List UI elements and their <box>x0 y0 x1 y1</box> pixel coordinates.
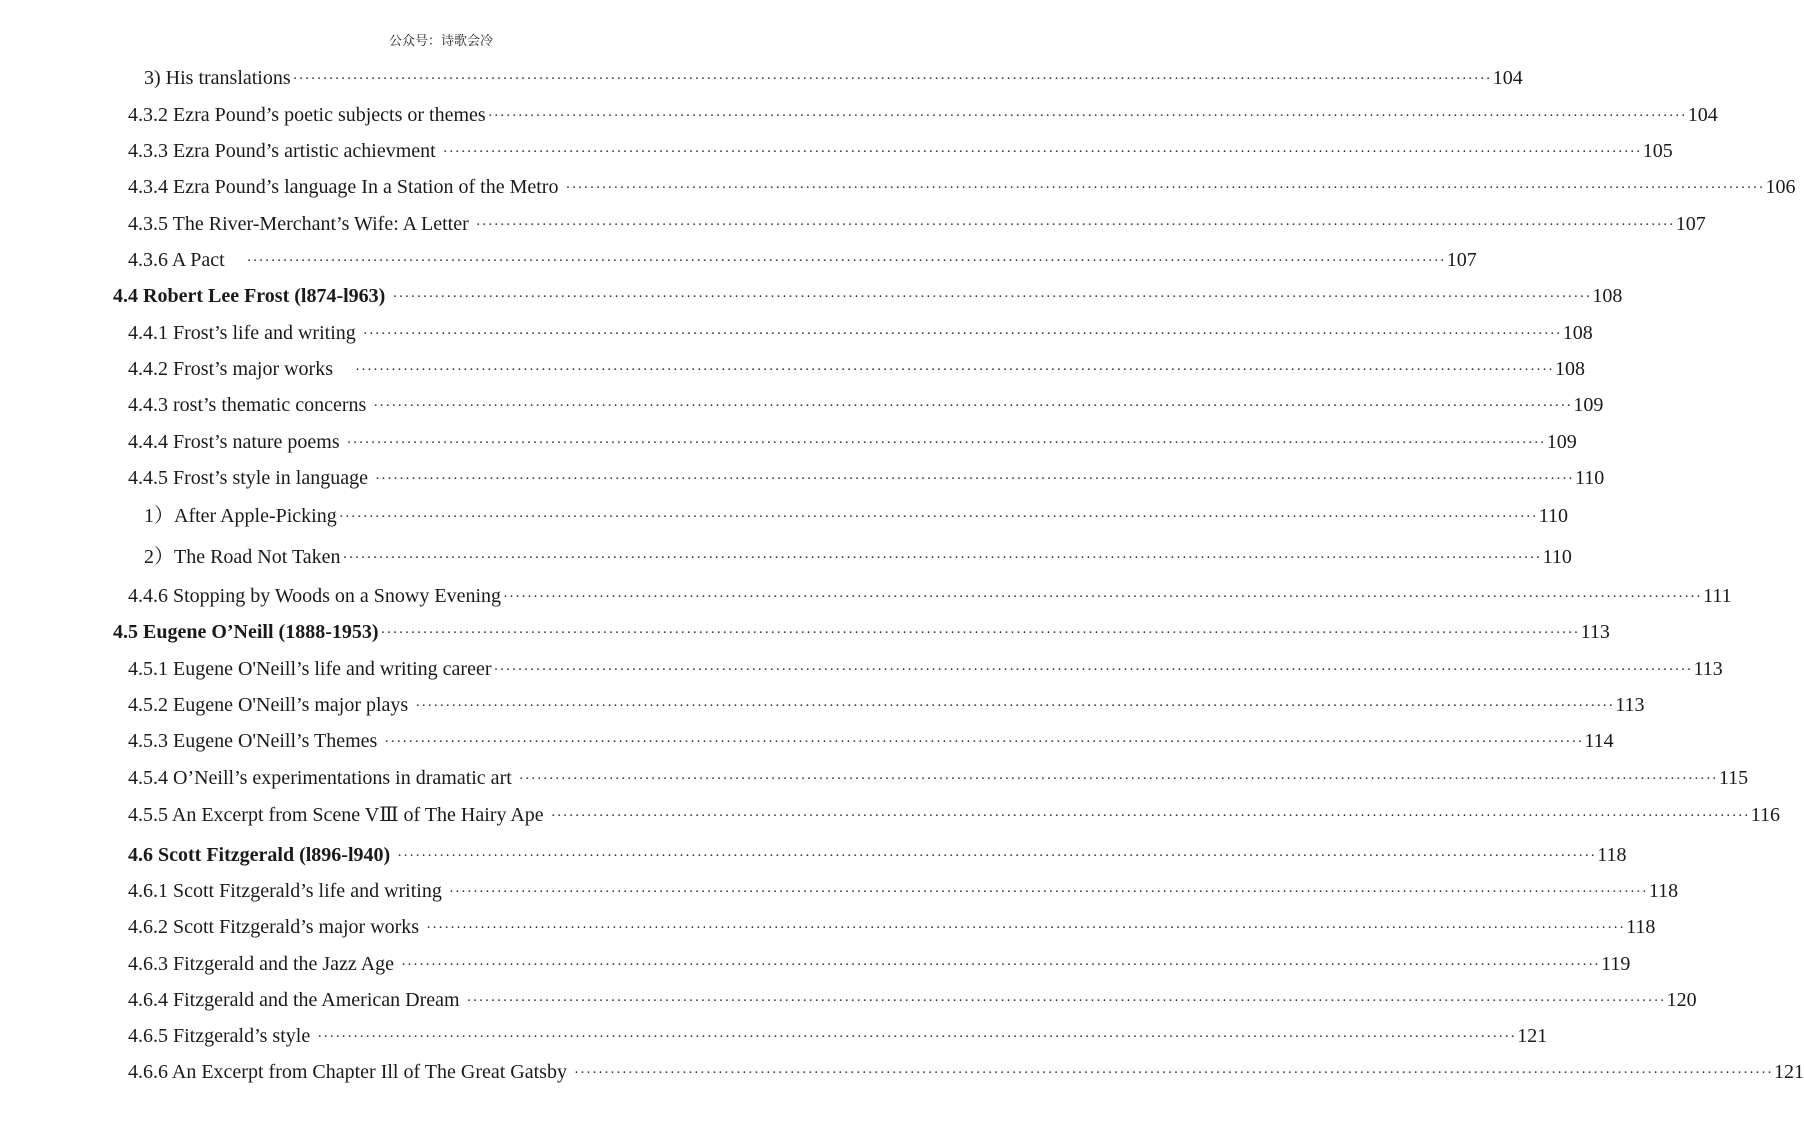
toc-leader-dots: ········································································································································································································ <box>475 217 1675 233</box>
toc-leader-dots: ········································································································································································································ <box>317 1029 1517 1045</box>
toc-entry[interactable] <box>128 766 1749 790</box>
toc-entry-page-number: 118 <box>1626 916 1656 938</box>
toc-entry-title: 4.5.1 Eugene O'Neill’s life and writing career <box>128 658 492 680</box>
toc-entry-title: 4.6 Scott Fitzgerald (l896-l940) <box>128 844 396 866</box>
toc-entry-page-number: 113 <box>1693 658 1723 680</box>
toc-leader-dots: ········································································································································································································ <box>503 589 1703 605</box>
toc-leader-dots: ········································································································································································································ <box>448 884 1648 900</box>
toc-leader-dots: ········································································································································································································ <box>493 662 1693 678</box>
toc-entry-page-number: 118 <box>1597 844 1627 866</box>
toc-entry-page-number: 109 <box>1546 431 1577 453</box>
toc-entry-title: 4.6.3 Fitzgerald and the Jazz Age <box>128 953 400 975</box>
toc-entry[interactable] <box>128 915 1656 939</box>
toc-leader-dots: ········································································································································································································ <box>466 993 1666 1009</box>
toc-leader-dots: ········································································································································································································ <box>355 362 1555 378</box>
toc-entry[interactable] <box>128 139 1673 163</box>
toc-entry[interactable] <box>128 466 1605 490</box>
toc-entry[interactable] <box>113 284 1623 308</box>
toc-entry-page-number: 118 <box>1648 880 1679 902</box>
toc-leader-dots: ········································································································································································································ <box>573 1065 1773 1081</box>
toc-entry-page-number: 104 <box>1492 67 1523 89</box>
toc-entry-page-number: 114 <box>1584 730 1614 752</box>
toc-leader-dots: ········································································································································································································ <box>426 920 1626 936</box>
toc-entry-title: 4.4.5 Frost’s style in language <box>128 467 373 489</box>
toc-entry-page-number: 109 <box>1573 394 1604 416</box>
toc-entry[interactable] <box>128 1060 1804 1084</box>
toc-entry-title: 4.3.6 A Pact <box>128 249 245 271</box>
toc-entry-title: 4.6.6 An Excerpt from Chapter Ill of The Great Gatsby <box>128 1061 572 1083</box>
toc-entry[interactable] <box>144 545 1572 569</box>
toc-entry[interactable] <box>113 620 1610 644</box>
toc-entry[interactable] <box>128 393 1604 417</box>
toc-entry[interactable] <box>128 843 1627 867</box>
toc-entry-title: 3) His translations <box>144 67 291 89</box>
toc-entry[interactable] <box>128 430 1577 454</box>
toc-entry-page-number: 111 <box>1703 585 1732 607</box>
toc-entry-title: 4.6.5 Fitzgerald’s style <box>128 1025 316 1047</box>
toc-entry-page-number: 121 <box>1517 1025 1548 1047</box>
toc-leader-dots: ········································································································································································································ <box>397 848 1597 864</box>
toc-leader-dots: ········································································································································································································ <box>565 180 1765 196</box>
toc-entry[interactable] <box>128 1024 1548 1048</box>
toc-entry-page-number: 105 <box>1642 140 1673 162</box>
toc-entry-page-number: 119 <box>1601 953 1631 975</box>
toc-leader-dots: ········································································································································································································ <box>373 398 1573 414</box>
toc-entry-page-number: 108 <box>1592 285 1623 307</box>
toc-entry-title: 4.5.4 O’Neill’s experimentations in dramatic art <box>128 767 517 789</box>
toc-entry[interactable] <box>128 103 1718 127</box>
page-header: 公众号：诗歌会冷 <box>388 34 493 49</box>
toc-entry[interactable] <box>144 66 1523 90</box>
toc-entry[interactable] <box>128 803 1780 827</box>
toc-entry-title: 4.6.1 Scott Fitzgerald’s life and writing <box>128 880 447 902</box>
toc-entry-page-number: 104 <box>1687 104 1718 126</box>
toc-leader-dots: ········································································································································································································ <box>518 771 1718 787</box>
toc-leader-dots: ········································································································································································································ <box>415 698 1615 714</box>
toc-leader-dots: ········································································································································································································ <box>392 289 1592 305</box>
toc-leader-dots: ········································································································································································································ <box>292 71 1492 87</box>
toc-entry-page-number: 120 <box>1666 989 1697 1011</box>
toc-entry-title: 4.3.2 Ezra Pound’s poetic subjects or themes <box>128 104 486 126</box>
toc-entry-page-number: 106 <box>1765 176 1796 198</box>
toc-entry-title: 4.4.6 Stopping by Woods on a Snowy Evening <box>128 585 502 607</box>
toc-entry-title: 2）The Road Not Taken <box>144 546 341 568</box>
toc-leader-dots: ········································································································································································································ <box>342 550 1542 566</box>
toc-leader-dots: ········································································································································································································ <box>346 435 1546 451</box>
toc-entry-title: 4.4 Robert Lee Frost (l874-l963) <box>113 285 391 307</box>
toc-entry-page-number: 110 <box>1575 467 1605 489</box>
toc-entry[interactable] <box>128 248 1477 272</box>
toc-entry-title: 4.5.3 Eugene O'Neill’s Themes <box>128 730 383 752</box>
toc-entry-page-number: 116 <box>1750 804 1780 826</box>
toc-entry-title: 4.5.2 Eugene O'Neill’s major plays <box>128 694 414 716</box>
toc-entry-page-number: 113 <box>1580 621 1610 643</box>
toc-entry[interactable] <box>128 657 1723 681</box>
toc-entry-page-number: 113 <box>1615 694 1645 716</box>
toc-entry[interactable] <box>128 693 1645 717</box>
toc-entry-title: 4.5.5 An Excerpt from Scene VⅢ of The Hairy Ape <box>128 804 549 826</box>
toc-entry-title: 4.5 Eugene O’Neill (1888-1953) <box>113 621 379 643</box>
toc-entry[interactable] <box>128 879 1679 903</box>
toc-entry-title: 4.4.1 Frost’s life and writing <box>128 322 361 344</box>
toc-entry-title: 4.3.4 Ezra Pound’s language In a Station of the Metro <box>128 176 564 198</box>
toc-leader-dots: ········································································································································································································ <box>374 471 1575 487</box>
toc-entry[interactable] <box>144 504 1569 528</box>
toc-entry-page-number: 108 <box>1562 322 1593 344</box>
toc-entry-page-number: 110 <box>1542 546 1572 568</box>
toc-entry[interactable] <box>128 988 1697 1012</box>
toc-entry-page-number: 107 <box>1675 213 1706 235</box>
toc-entry[interactable] <box>128 952 1631 976</box>
toc-entry-title: 4.6.2 Scott Fitzgerald’s major works <box>128 916 425 938</box>
toc-entry-title: 4.3.5 The River-Merchant’s Wife: A Letter <box>128 213 474 235</box>
toc-entry-page-number: 115 <box>1718 767 1749 789</box>
toc-entry-title: 4.3.3 Ezra Pound’s artistic achievment <box>128 140 441 162</box>
toc-leader-dots: ········································································································································································································ <box>442 144 1642 160</box>
toc-leader-dots: ········································································································································································································ <box>246 253 1446 269</box>
toc-leader-dots: ········································································································································································································ <box>338 509 1538 525</box>
toc-entry-page-number: 121 <box>1774 1061 1804 1083</box>
toc-leader-dots: ········································································································································································································ <box>401 957 1601 973</box>
toc-entry-title: 1）After Apple-Picking <box>144 505 337 527</box>
toc-entry-title: 4.6.4 Fitzgerald and the American Dream <box>128 989 465 1011</box>
toc-leader-dots: ········································································································································································································ <box>362 326 1562 342</box>
toc-entry[interactable] <box>128 175 1796 199</box>
toc-leader-dots: ········································································································································································································ <box>380 625 1580 641</box>
toc-leader-dots: ········································································································································································································ <box>384 734 1584 750</box>
toc-entry-title: 4.4.3 rost’s thematic concerns <box>128 394 372 416</box>
toc-entry[interactable] <box>128 729 1614 753</box>
toc-entry-page-number: 107 <box>1446 249 1477 271</box>
toc-entry[interactable] <box>128 212 1706 236</box>
toc-entry[interactable] <box>128 357 1586 381</box>
toc-leader-dots: ········································································································································································································ <box>487 108 1687 124</box>
toc-entry-page-number: 108 <box>1555 358 1586 380</box>
toc-entry-title: 4.4.2 Frost’s major works <box>128 358 353 380</box>
toc-leader-dots: ········································································································································································································ <box>550 808 1750 824</box>
toc-entry-title: 4.4.4 Frost’s nature poems <box>128 431 345 453</box>
toc-entry[interactable] <box>128 321 1593 345</box>
toc-entry[interactable] <box>128 584 1732 608</box>
toc-entry-page-number: 110 <box>1538 505 1569 527</box>
